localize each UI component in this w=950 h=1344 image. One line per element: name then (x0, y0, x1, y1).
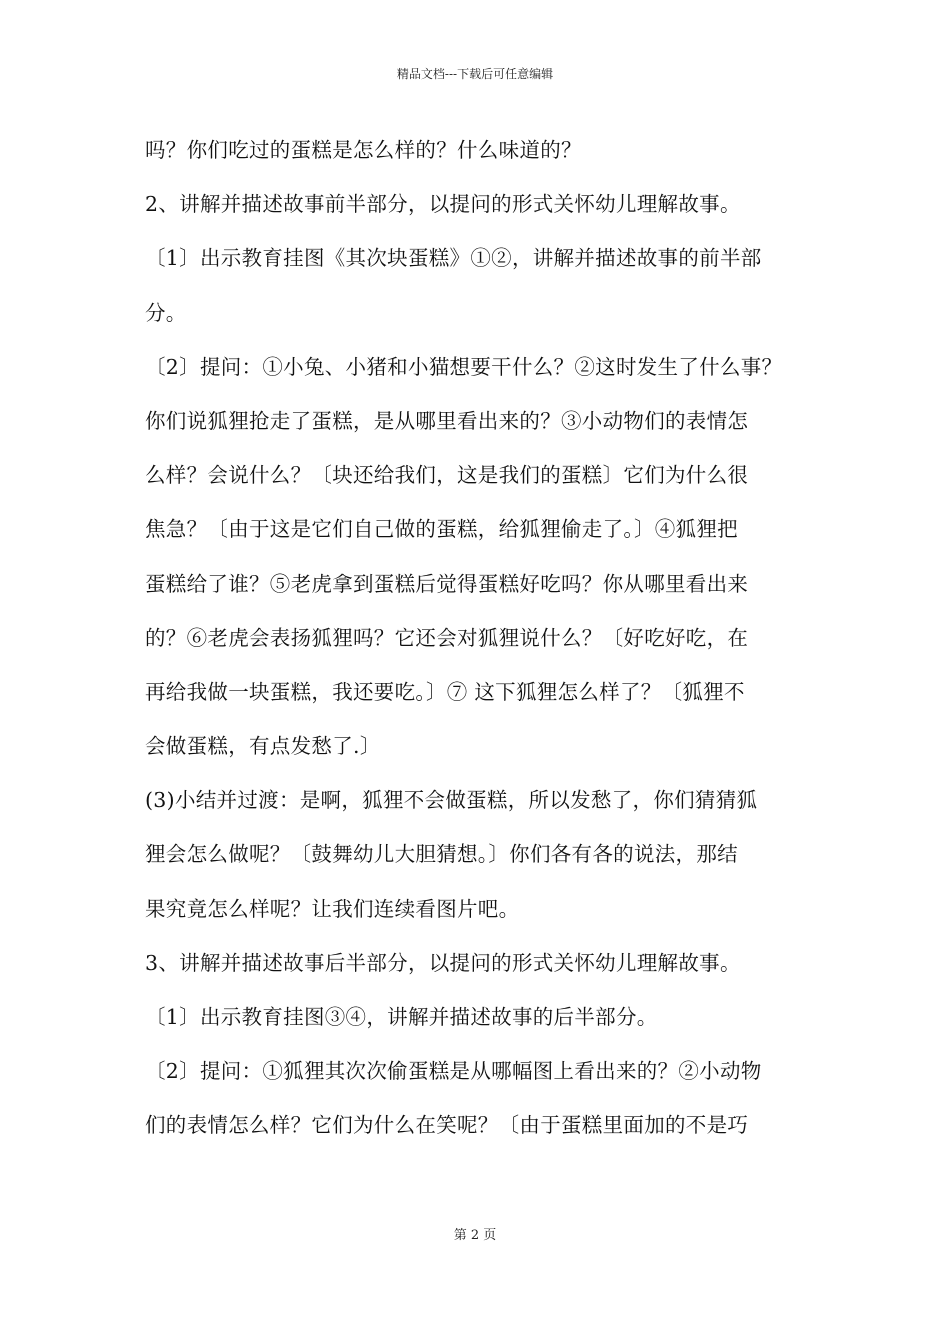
page-number: 第 2 页 (453, 1228, 497, 1243)
text-line: (3)小结并过渡：是啊，狐狸不会做蛋糕，所以发愁了，你们猜猜狐 (145, 788, 758, 813)
page-header: 精品文档---下载后可任意编辑 (396, 67, 554, 81)
text-line: 分。 (145, 300, 187, 325)
text-line: 吗？你们吃过的蛋糕是怎么样的？什么味道的？ (145, 138, 582, 162)
text-line: 2、讲解并描述故事前半部分，以提问的形式关怀幼儿理解故事。 (145, 192, 741, 217)
text-line: 〔2〕提问：①狐狸其次次偷蛋糕是从哪幅图上看出来的？②小动物 (145, 1059, 762, 1084)
text-line: 〔2〕提问：①小兔、小猪和小猫想要干什么？②这时发生了什么事？ (145, 354, 783, 379)
document-body (145, 128, 825, 1158)
text-line: 果究竟怎么样呢？让我们连续看图片吧。 (145, 896, 520, 921)
text-line: 再给我做一块蛋糕，我还要吃。〕⑦ 这下狐狸怎么样了？〔狐狸不 (145, 679, 745, 704)
text-line: 狸会怎么做呢？〔鼓舞幼儿大胆猜想。〕你们各有各的说法，那结 (145, 842, 738, 867)
text-line: 的？⑥老虎会表扬狐狸吗？它还会对狐狸说什么？〔好吃好吃，在 (145, 625, 749, 650)
text-line: 会做蛋糕，有点发愁了.〕 (145, 734, 381, 759)
text-line: 焦急？〔由于这是它们自己做的蛋糕，给狐狸偷走了。〕④狐狸把 (145, 517, 738, 542)
text-line: 们的表情怎么样？它们为什么在笑呢？〔由于蛋糕里面加的不是巧 (145, 1113, 749, 1138)
text-line: 你们说狐狸抢走了蛋糕，是从哪里看出来的？③小动物们的表情怎 (145, 408, 749, 433)
text-line: 蛋糕给了谁？⑤老虎拿到蛋糕后觉得蛋糕好吃吗？你从哪里看出来 (145, 571, 749, 596)
text-line: 〔1〕出示教育挂图③④，讲解并描述故事的后半部分。 (145, 1005, 658, 1029)
text-line: 么样？会说什么？〔块还给我们，这是我们的蛋糕〕它们为什么很 (145, 463, 749, 488)
text-line: 3、讲解并描述故事后半部分，以提问的形式关怀幼儿理解故事。 (145, 950, 741, 975)
text-line: 〔1〕出示教育挂图《其次块蛋糕》①②，讲解并描述故事的前半部 (145, 246, 762, 271)
